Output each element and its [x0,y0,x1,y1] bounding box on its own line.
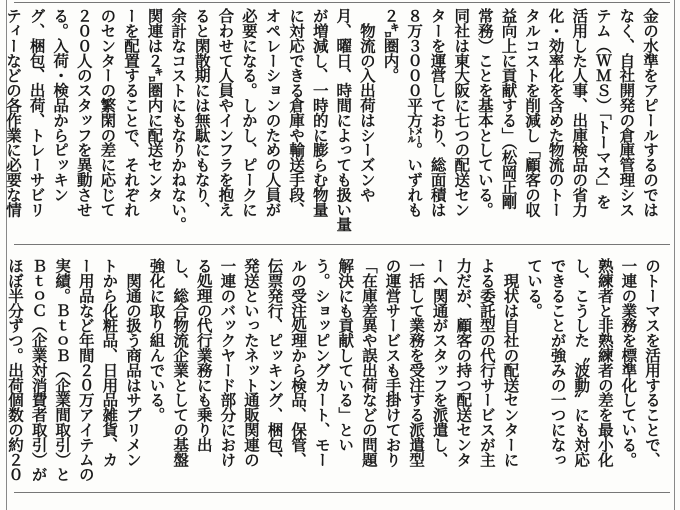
text-column: 物流の入出荷はシーズンや [357,8,377,202]
text-column: 化・効率化を含めた物流のトー [546,8,566,217]
text-column: 現状は自社の配送センターに [501,258,521,467]
text-column: 活用した人事、出庫検品の省力 [570,8,590,217]
text-column: ルの受注処理から検品、保管、 [289,258,309,467]
top-border-rule [14,2,670,3]
bottom-border-rule [14,492,670,493]
text-column: 余計なコストにもなりかねない。 [169,8,189,232]
text-column: 強化に取り組んでいる。 [147,258,167,422]
text-column: 月、曜日、時間によっても扱い量 [334,8,354,232]
text-column: のトーマスを活用することで、 [643,258,662,467]
text-column: なく、自社開発の倉庫管理シス [617,8,637,217]
text-column: る。入荷・検品からピッキン [51,8,71,202]
text-column: 「在庫差異や誤出荷などの問題 [359,258,379,467]
text-column: 一連の業務を標準化している。 [619,258,639,467]
text-column: トから化粧品、日用品雑貨、カ [100,258,120,467]
text-column: ている。 [525,258,545,318]
text-column: 合わせて人員やインフラを抱え [216,8,236,217]
text-column: ２㌔圏内。 [381,8,401,83]
text-column: 関通の扱う商品はサプリメン [123,258,143,467]
text-column: 同社は東大阪に七つの配送セン [452,8,472,217]
text-column: できることが強みの一つになっ [548,258,568,467]
text-column: ーを配置することで、それぞれ [121,8,141,217]
text-column: 金の水準をアピールするのでは [641,8,660,217]
text-column: ティーなどの各作業に必要な情 [3,8,23,217]
text-column: 伝票発行、ピッキング、梱包、 [265,258,285,467]
article-bottom-block [5,258,664,483]
article-top-block [3,8,662,233]
text-column [0,258,3,483]
text-column: 一括して業務を受注する派遣型 [407,258,427,467]
text-column: のセンターの繁閑の差に応じて [98,8,118,217]
text-column: 力だが、顧客の持つ配送センタ [454,258,474,467]
text-column: 解決にも貢献している」とい [336,258,356,452]
text-column: タルコストを削減し「顧客の収 [523,8,543,217]
text-column: ＢｔｏＣ（企業対消費者取引）が [29,258,49,482]
text-column: の運営サービスも手掛けており [383,258,403,467]
text-column: ターを運営しており、総面積は [428,8,448,217]
text-column: る処理の代行業務にも乗り出 [194,258,214,452]
text-column: 必要になる。しかし、ピークに [239,8,259,217]
text-column: が増減し、一時的に膨らむ物量 [310,8,330,217]
text-column: ２００人のスタッフを異動させ [74,8,94,217]
text-column: 関連は２㌔圏内に配送センタ [145,8,165,202]
text-column: 一連のバックヤード部分におけ [218,258,238,467]
text-column: 益向上に貢献する」（松岡正剛 [499,8,519,209]
text-column: テム（ＷＭＳ）「トーマス」を [593,8,613,209]
text-column: オペレーションのための人員が [263,8,283,217]
text-column: し、総合物流企業としての基盤 [171,258,191,467]
text-column: う。ショッピングカート、モー [312,258,332,467]
text-column: に対応できる倉庫や輸送手段、 [287,8,307,217]
text-column: ほぼ半分ずつ。出荷個数の約２０ [5,258,25,482]
text-column: 発送といったネット通販関連の [241,258,261,467]
middle-divider-rule [14,244,670,245]
text-column: よる委託型の代行サービスが主 [477,258,497,467]
text-column: し、こうした〝波動〟にも対応 [572,258,592,467]
text-column: 常務）ことを基本としている。 [475,8,495,217]
text-column: ると閑散期には無駄にもなり、 [192,8,212,217]
text-column: ー用品など年間２０万アイテムの [76,258,96,482]
text-column: グ、梱包、出荷、トレーサビリ [27,8,47,217]
text-column: ８万３０００平方㍍。いずれも [405,8,425,217]
text-column: 実績。ＢｔｏＢ（企業間取引）と [53,258,73,482]
text-column: ーへ関通がスタッフを派遣し、 [430,258,450,467]
text-column: 熟練者と非熟練者の差を最小化 [595,258,615,467]
right-border-rule [674,0,675,510]
